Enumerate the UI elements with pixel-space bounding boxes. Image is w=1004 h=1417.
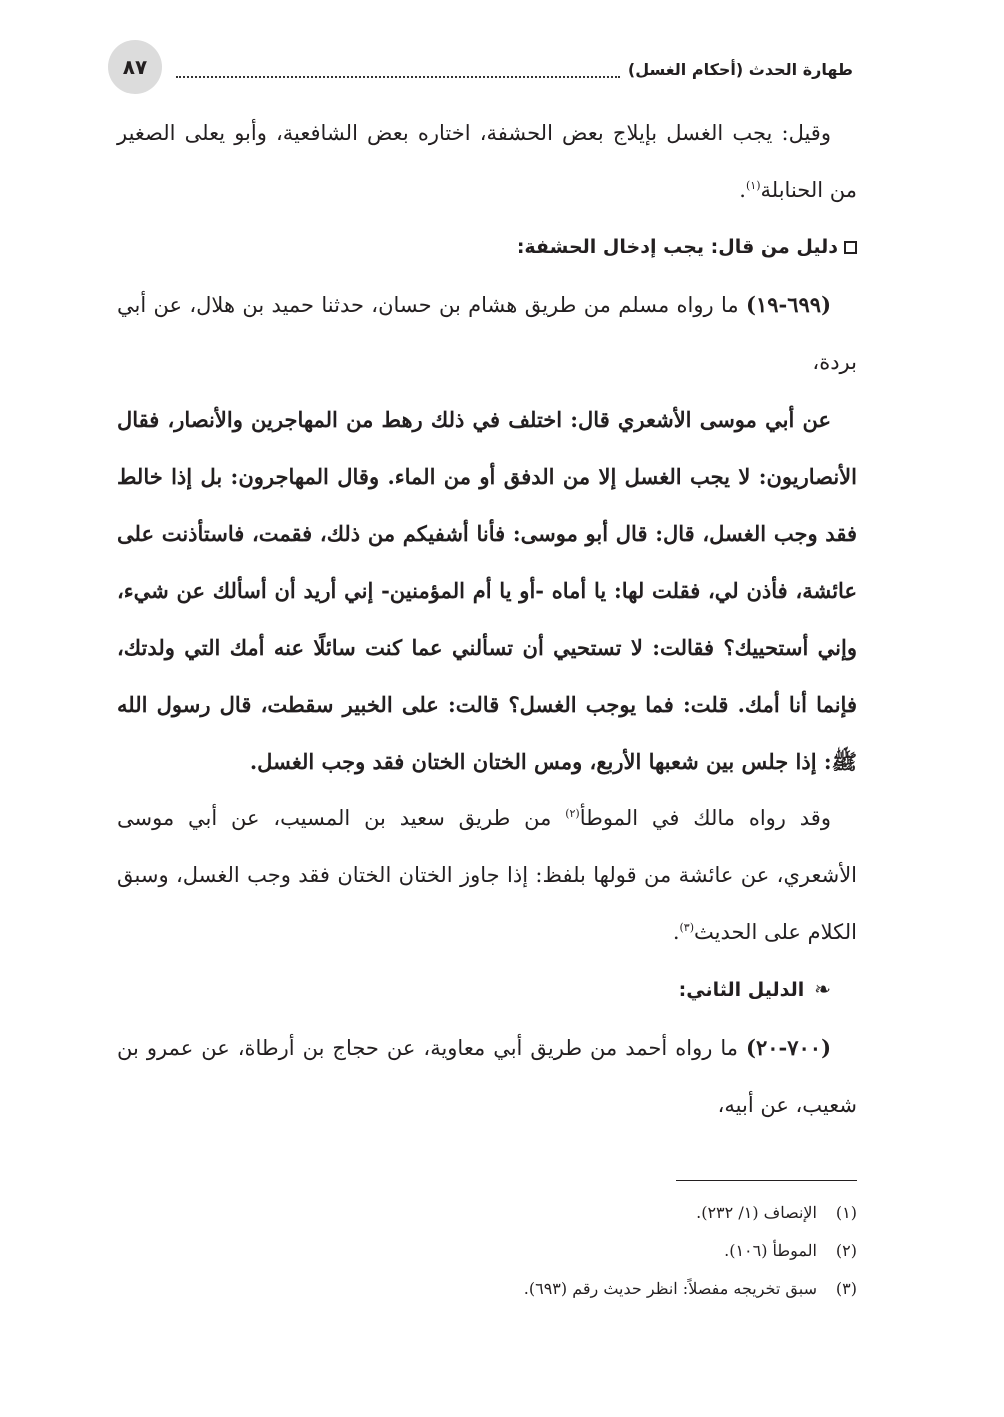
paragraph-3-end: . [672,920,680,944]
checkbox-icon [844,241,857,254]
paragraph-1-text: وقيل: يجب الغسل بإيلاج بعض الحشفة، اختاره بعض الشافعية، وأبو يعلى الصغير من الحنابلة [117,121,857,202]
footnote-1 [117,1194,857,1232]
section-heading-2-text: الدليل الثاني: [678,979,805,1001]
running-title: طهارة الحدث (أحكام الغسل) [627,59,853,79]
footnote-text: الإنصاف (١/ ٢٣٢). [696,1203,817,1222]
paragraph-3-text-a: وقد رواه مالك في الموطأ [579,806,831,830]
hadith-number-700: (٧٠٠-٢٠) [746,1035,831,1060]
paragraph-1 [117,105,857,219]
hadith-text: عن أبي موسى الأشعري قال: اختلف في ذلك رهط من المهاجرين والأنصار، فقال الأنصاريون: لا يجب الغسل إلا من الدفق أو من الماء. وقال المهاجرون: بل إذا خالط فقد وجب الغسل، قال: قال أبو موسى: فأنا أشفيكم من ذلك، فقمت، فاستأذنت على عائشة، فأذن لي، فقلت لها: يا أماه -أو يا أم المؤمنين- إني أريد أن أسألك عن شيء، وإني أستحييك؟ فقالت: لا تستحيي أن تسألني عما كنت سائلًا عنه أمك التي ولدتك، فإنما أنا أمك. قلت: فما يوجب الغسل؟ قالت: على الخبير سقطت، قال رسول الله ﷺ: إذا جلس بين شعبها الأربع، ومس الختان الختان فقد وجب الغسل. [117,407,857,774]
footnote-3 [117,1270,857,1308]
footnote-number: (٣) [835,1279,857,1298]
page-header [108,40,853,96]
footnote-ref-1[interactable]: (١) [745,179,761,192]
section-heading-2 [117,961,857,1019]
paragraph-4 [117,1019,857,1134]
paragraph-4-text: ما رواه أحمد من طريق أبي معاوية، عن حجاج بن أرطاة، عن عمرو بن شعيب، عن أبيه، [117,1036,857,1117]
paragraph-2-text: ما رواه مسلم من طريق هشام بن حسان، حدثنا حميد بن هلال، عن أبي بردة، [117,293,857,374]
page-number: ٨٧ [108,40,162,94]
footnote-text: سبق تخريجه مفصلاً: انظر حديث رقم (٦٩٣). [523,1279,817,1298]
footnote-rule [676,1180,857,1181]
paragraph-3 [117,790,857,961]
footnote-text: الموطأ (١٠٦). [724,1241,817,1260]
main-text [117,105,857,1134]
footnotes [117,1194,857,1308]
running-head [176,56,853,82]
footnote-2 [117,1232,857,1270]
leaf-icon: ❧ [814,977,831,1001]
paragraph-3-text-b: من طريق سعيد بن المسيب، عن أبي موسى الأشعري، عن عائشة من قولها بلفظ: إذا جاوز الختان الختان فقد وجب الغسل، وسبق الكلام على الحديث [117,806,857,944]
footnote-ref-2[interactable]: (٢) [565,807,580,820]
section-heading-1 [117,219,857,276]
paragraph-1-end: . [739,178,746,202]
footnote-number: (٢) [835,1241,857,1260]
dotted-leader [176,64,620,78]
paragraph-2 [117,276,857,391]
footnote-number: (١) [835,1203,857,1222]
footnote-ref-3[interactable]: (٣) [679,921,695,934]
section-heading-1-text: دليل من قال: يجب إدخال الحشفة: [516,236,838,258]
hadith-number-699: (٦٩٩-١٩) [746,292,831,317]
